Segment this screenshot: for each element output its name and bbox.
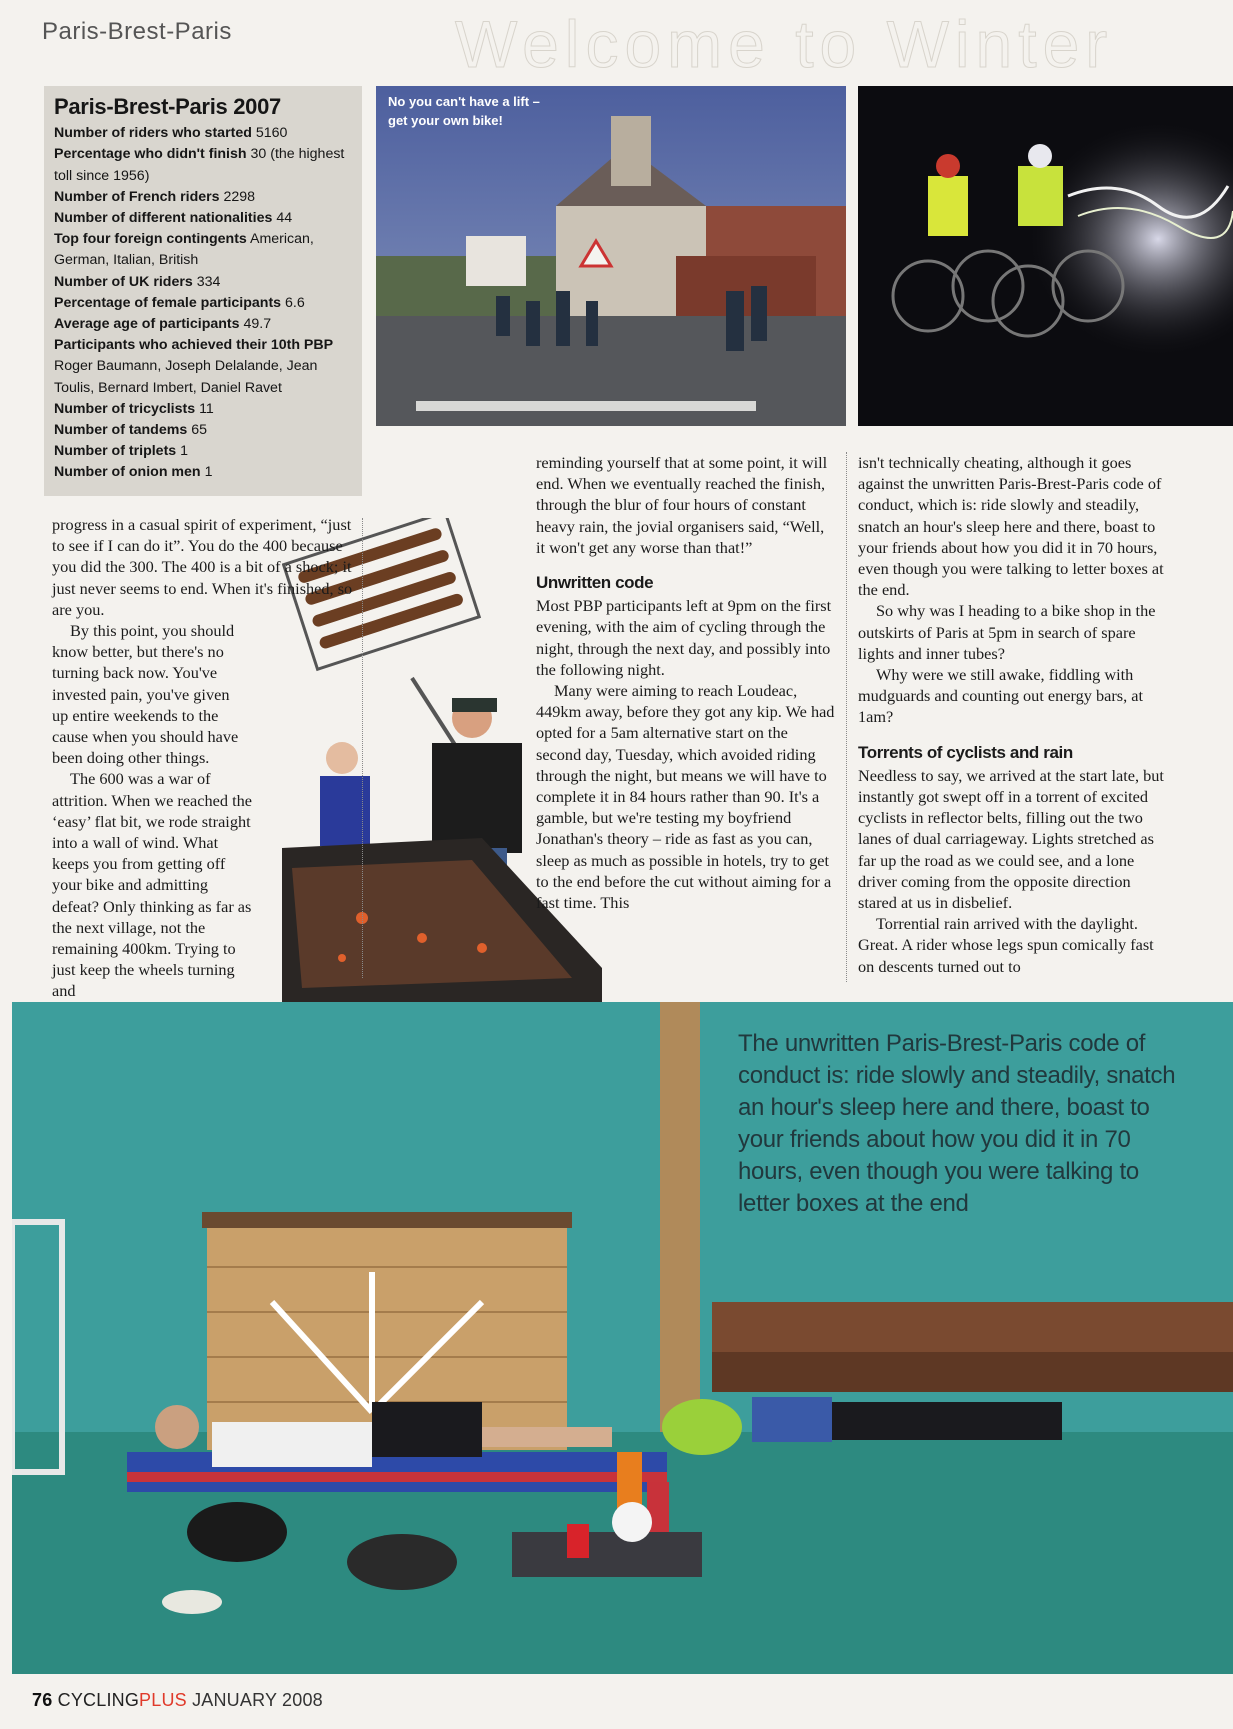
- photo-caption: No you can't have a lift – get your own bike!: [388, 94, 540, 128]
- col3-paragraph: Torrential rain arrived with the daylight. Great. A rider whose legs spun comically fast on descents turned out to: [858, 914, 1154, 976]
- fact-value: 44: [276, 210, 293, 227]
- fact-item: [54, 229, 352, 271]
- fact-label: Average age of participants: [54, 316, 240, 333]
- fact-item: [54, 272, 352, 293]
- fact-value: American, German, Italian, British: [54, 231, 314, 269]
- fact-item: [54, 208, 352, 229]
- col2-paragraph: reminding yourself that at some point, it will end. When we eventually reached the finish, through the blur of four hours of constant heavy rain, the jovial organisers said, “Well, it won't get any worse than that!”: [536, 453, 828, 557]
- fact-label: Participants who achieved their 10th PBP: [54, 337, 334, 354]
- fact-value: 11: [199, 400, 214, 417]
- fact-label: Number of UK riders: [54, 273, 193, 290]
- col3-paragraph: So why was I heading to a bike shop in the outskirts of Paris at 5pm in search of spare lights and inner tubes?: [858, 601, 1156, 663]
- page-footer: [32, 1690, 323, 1711]
- col2-paragraph: Many were aiming to reach Loudeac, 449km away, before they got any kip. We had opted for a 5am alternative start on the second day, Tuesday, which avoided riding through the night, but means we will have to complete it in 84 hours rather than 90. It's a gamble, but we're testing my boyfriend Jonathan's theory – ride as fast as you can, sleep as much as possible in hotels, try to get to the end before the cut without aiming for a fast time. This: [536, 681, 835, 913]
- section-title: Paris-Brest-Paris: [42, 18, 232, 45]
- background-headline: Welcome to Winter: [455, 7, 1114, 81]
- factbox-title: Paris-Brest-Paris 2007: [54, 94, 281, 119]
- fact-label: Number of tricyclists: [54, 400, 196, 417]
- fact-label: Number of triplets: [54, 443, 177, 460]
- fact-value: 334: [196, 273, 221, 290]
- subheading-torrents: Torrents of cyclists and rain: [858, 742, 1073, 762]
- col3-paragraph: isn't technically cheating, although it goes against the unwritten Paris-Brest-Paris code of conduct, which is: ride slowly and steadily, snatch an hour's sleep here and there, boast to your friends about how you did it in 70 hours, even though you were talking to letter boxes at the end.: [858, 453, 1164, 600]
- fact-item: [54, 441, 352, 462]
- fact-label: Number of riders who started: [54, 125, 252, 142]
- fact-value: 5160: [255, 125, 288, 142]
- fact-label: Number of different nationalities: [54, 210, 273, 227]
- fact-value: 6.6: [285, 294, 305, 311]
- column-3: [858, 452, 1170, 977]
- fact-value: Roger Baumann, Joseph Delalande, Jean Toulis, Bernard Imbert, Daniel Ravet: [54, 358, 318, 396]
- fact-list: [54, 123, 352, 483]
- fact-item: [54, 123, 352, 144]
- column-rule: [846, 452, 847, 982]
- col1-paragraph: progress in a casual spirit of experiment, “just to see if I can do it”. You do the 400 because you did the 300. The 400 is a bit of a shock; it just never seems to end. When it's finished, so are you.: [52, 515, 353, 619]
- magazine-name-plus: PLUS: [139, 1690, 187, 1710]
- col1-paragraph: The 600 was a war of attrition. When we reached the ‘easy’ flat bit, we rode straight into a wall of wind. What keeps you from getting off your bike and admitting defeat? Only thinking as far as the next village, not the remaining 400km. Trying to just keep the wheels turning and: [52, 769, 252, 1001]
- pull-quote: The unwritten Paris-Brest-Paris code of conduct is: ride slowly and steadily, snatch an hour's sleep here and there, boast to your friends about how you did it in 70 hours, even though you were talking to letter boxes at the end: [738, 1030, 1176, 1217]
- subheading-unwritten-code: Unwritten code: [536, 573, 654, 593]
- magazine-name: CYCLING: [57, 1690, 140, 1710]
- col3-paragraph: Needless to say, we arrived at the start late, but instantly got swept off in a torrent of excited cyclists in reflector belts, filling out the two lanes of dual carriageway. Lights stretched as far up the road as we could see, and a lone driver coming from the opposite direction stared at us in disbelief.: [858, 765, 1164, 913]
- fact-value: 2298: [223, 188, 256, 205]
- fact-item: [54, 314, 352, 335]
- column-rule: [362, 518, 363, 978]
- issue-date: JANUARY 2008: [192, 1690, 323, 1710]
- fact-label: Number of tandems: [54, 422, 188, 439]
- fact-item: [54, 462, 352, 483]
- fact-item: [54, 187, 352, 208]
- col3-paragraph: Why were we still awake, fiddling with mudguards and counting out energy bars, at 1am?: [858, 665, 1144, 727]
- fact-item: [54, 144, 352, 186]
- village-photo: [376, 86, 846, 426]
- night-riders-photo: [858, 86, 1233, 426]
- col2-paragraph: Most PBP participants left at 9pm on the first evening, with the aim of cycling through the night, through the next day, and possibly into the following night.: [536, 596, 832, 679]
- column-1: [52, 514, 362, 1002]
- fact-item: [54, 399, 352, 420]
- fact-item: [54, 293, 352, 314]
- fact-item: [54, 335, 352, 399]
- fact-label: Percentage of female participants: [54, 294, 282, 311]
- fact-value: 1: [180, 443, 189, 460]
- fact-item: [54, 420, 352, 441]
- factbox: [44, 86, 362, 496]
- fact-label: Number of onion men: [54, 464, 201, 481]
- page-number: 76: [32, 1690, 53, 1710]
- fact-value: 49.7: [243, 316, 272, 333]
- fact-value: 30 (the highest toll since 1956): [54, 146, 345, 184]
- fact-label: Percentage who didn't finish: [54, 146, 247, 163]
- fact-value: 65: [191, 422, 207, 439]
- fact-label: Number of French riders: [54, 188, 220, 205]
- fact-value: 1: [204, 464, 213, 481]
- col1-paragraph: By this point, you should know better, but there's no turning back now. You've invested pain, you've given up entire weekends to the cause when you should have been doing other things.: [52, 621, 239, 768]
- column-2: [536, 452, 836, 913]
- fact-label: Top four foreign contingents: [54, 231, 247, 248]
